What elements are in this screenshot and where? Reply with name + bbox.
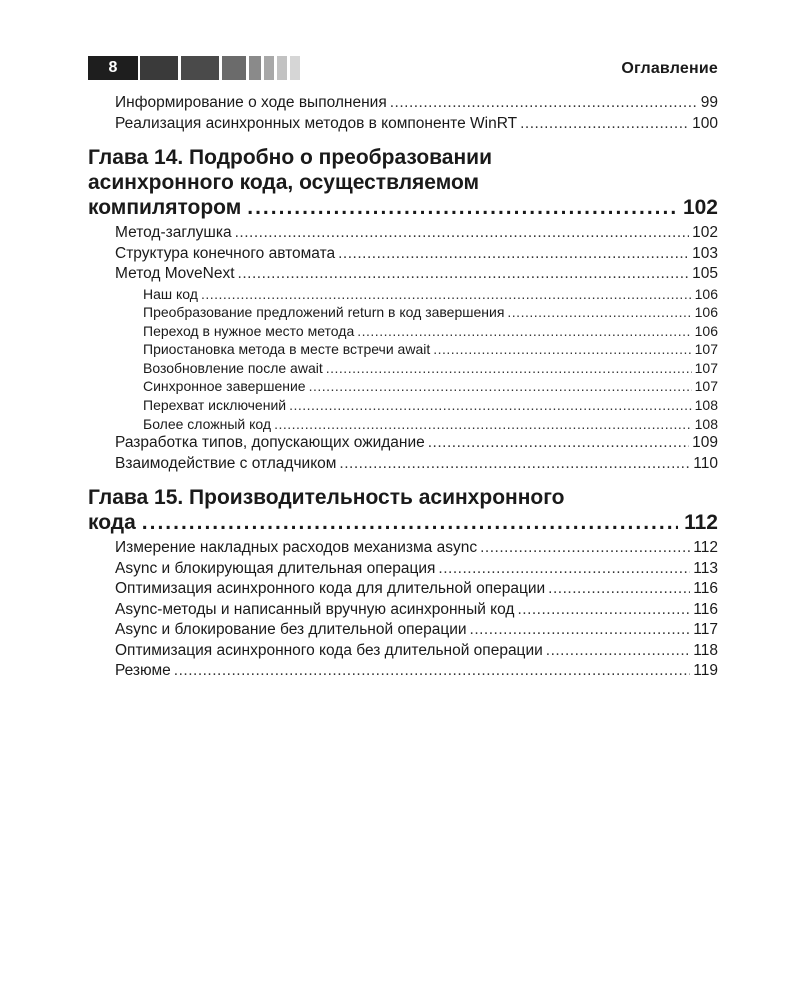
toc-entry (88, 303, 718, 322)
leader-dots (309, 377, 692, 396)
leader-dots (428, 433, 689, 454)
chapter-heading-line: асинхронного кода, осуществляемом (88, 171, 480, 194)
toc-entry-page: 112 (693, 539, 718, 557)
toc-entry-page: 110 (693, 454, 718, 472)
leader-dots (507, 303, 691, 322)
toc-entry (88, 285, 718, 304)
leader-dots (235, 223, 690, 244)
leader-dots (517, 600, 690, 621)
toc-entry-title: Переход в нужное место метода (143, 322, 355, 339)
toc-entry-title: Синхронное завершение (143, 378, 306, 395)
toc-entry (88, 415, 718, 434)
chapter-15-heading (88, 485, 718, 535)
toc-entry-title: Оптимизация асинхронного кода для длительной операции (115, 580, 546, 598)
toc-entry-page: 99 (700, 94, 718, 111)
toc-entry (88, 396, 718, 415)
chapter-page-number: 112 (684, 511, 718, 535)
toc-entry-page: 106 (694, 285, 718, 302)
toc-entry (88, 264, 718, 285)
leader-dots (546, 641, 691, 662)
toc-entry (88, 359, 718, 378)
leader-dots (274, 415, 692, 434)
toc-entry-title: Разработка типов, допускающих ожидание (115, 434, 425, 452)
header-bar (277, 56, 287, 80)
toc-entry-title: Метод-заглушка (115, 224, 232, 241)
top-entries (88, 93, 718, 134)
toc-entry-title: Приостановка метода в месте встречи await (143, 341, 431, 358)
toc-entry-title: Более сложный код (143, 415, 272, 432)
leader-dots (520, 114, 689, 135)
toc-entry (88, 433, 718, 454)
page-number: 8 (88, 56, 138, 80)
toc-entry-title: Преобразование предложений return в код завершения (143, 304, 505, 321)
leader-dots (357, 322, 691, 341)
toc-entry-title: Наш код (143, 285, 198, 302)
toc-entry-page: 119 (693, 662, 718, 680)
toc-entry-page: 116 (693, 600, 718, 618)
header-decorative-bars (140, 56, 303, 80)
leader-dots (174, 661, 691, 682)
header-bar (181, 56, 219, 80)
chapter-heading-last-line (88, 510, 718, 535)
leader-dots (338, 244, 689, 265)
toc-entry (88, 93, 718, 114)
toc-entry (88, 661, 718, 682)
toc-entry-title: Async и блокирующая длительная операция (115, 559, 436, 577)
toc-entry (88, 454, 718, 475)
toc-entry-page: 106 (694, 304, 718, 321)
header-bar (264, 56, 274, 80)
toc-entry (88, 538, 718, 559)
leader-dots (247, 195, 677, 220)
leader-dots (480, 538, 690, 559)
toc-entry (88, 641, 718, 662)
toc-entry-page: 107 (694, 378, 718, 395)
header-bar (249, 56, 261, 80)
toc-entry (88, 244, 718, 265)
toc-entry-title: Взаимодействие с отладчиком (115, 454, 337, 472)
toc-entry-page: 109 (692, 434, 718, 452)
toc-entry-title: Метод MoveNext (115, 265, 235, 282)
toc-entry-page: 106 (694, 322, 718, 339)
toc-entry-page: 108 (694, 415, 718, 432)
toc-entry-page: 113 (693, 559, 718, 577)
running-title: Оглавление (621, 60, 718, 77)
leader-dots (390, 93, 698, 114)
toc-entry-title: Структура конечного автомата (115, 244, 336, 262)
toc-entry-page: 103 (692, 244, 718, 262)
toc-entry-page: 105 (692, 265, 718, 282)
toc-entry (88, 620, 718, 641)
leader-dots (433, 340, 691, 359)
toc-entry-page: 117 (693, 621, 718, 639)
table-of-contents (88, 93, 718, 682)
leader-dots (289, 396, 692, 415)
leader-dots (470, 620, 691, 641)
toc-entry-title: Оптимизация асинхронного кода без длительной операции (115, 641, 543, 659)
chapter-heading-line: Глава 15. Производительность асинхронного (88, 486, 565, 510)
toc-entry-title: Async и блокирование без длительной операции (115, 621, 467, 639)
chapter-heading-text: кода (88, 511, 136, 535)
toc-entry (88, 223, 718, 244)
chapter-15-entries (88, 538, 718, 682)
chapter-14-heading (88, 145, 718, 220)
toc-entry-page: 102 (692, 224, 718, 241)
toc-entry-page: 100 (692, 114, 718, 132)
toc-entry-page: 116 (693, 580, 718, 598)
chapter-heading-line: Глава 14. Подробно о преобразовании (88, 146, 492, 169)
header-bar (222, 56, 246, 80)
toc-entry-title: Реализация асинхронных методов в компоненте WinRT (115, 114, 518, 132)
chapter-heading-last-line (88, 195, 718, 220)
toc-entry (88, 114, 718, 135)
leader-dots (548, 579, 690, 600)
page-header (88, 56, 718, 80)
toc-entry (88, 600, 718, 621)
leader-dots (201, 285, 692, 304)
toc-entry (88, 340, 718, 359)
toc-entry-page: 118 (693, 641, 718, 659)
toc-entry-title: Async-методы и написанный вручную асинхронный код (115, 600, 515, 618)
chapter-14-entries (88, 223, 718, 474)
header-bar (140, 56, 178, 80)
toc-entry-title: Возобновление после await (143, 359, 323, 376)
toc-entry (88, 377, 718, 396)
leader-dots (326, 359, 692, 378)
toc-entry (88, 579, 718, 600)
leader-dots (238, 264, 690, 285)
chapter-heading-text: компилятором (88, 196, 242, 219)
toc-entry-title: Резюме (115, 662, 171, 680)
toc-entry-page: 107 (694, 341, 718, 358)
toc-entry (88, 559, 718, 580)
toc-entry-page: 107 (694, 359, 718, 376)
leader-dots (339, 454, 690, 475)
chapter-page-number: 102 (682, 196, 718, 219)
toc-entry-page: 108 (694, 397, 718, 414)
leader-dots (438, 559, 690, 580)
toc-entry (88, 322, 718, 341)
toc-entry-title: Измерение накладных расходов механизма async (115, 539, 478, 557)
header-bar (290, 56, 300, 80)
toc-entry-title: Перехват исключений (143, 397, 287, 414)
toc-entry-title: Информирование о ходе выполнения (115, 94, 387, 111)
leader-dots (142, 510, 678, 535)
